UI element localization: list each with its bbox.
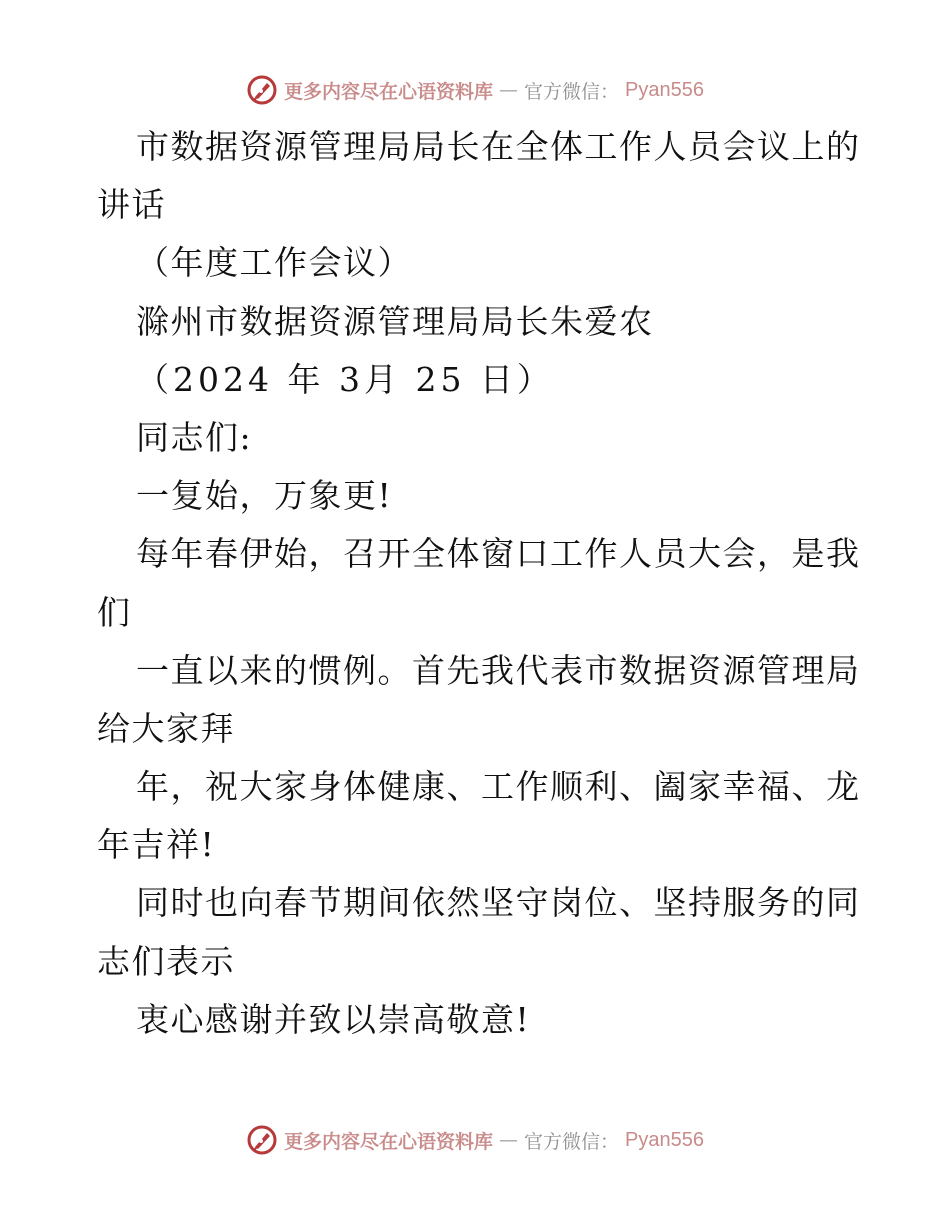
banner-dash: — (499, 79, 519, 101)
header-banner (0, 70, 950, 110)
quill-logo-icon (246, 74, 278, 106)
paragraph-line: 一复始，万象更! (136, 476, 393, 516)
speaker-line: 滁州市数据资源管理局局长朱爱农 (136, 301, 654, 341)
footer-banner (0, 1120, 950, 1160)
paragraph-line: 们 (97, 592, 132, 632)
title-line-1: 市数据资源管理局局长在全体工作人员会议上的 (136, 127, 861, 166)
banner-account: Pyan556 (625, 78, 704, 101)
banner-wechat-label: 官方微信： (524, 80, 620, 103)
paragraph-line: 同时也向春节期间依然坚守岗位、坚持服务的同 (136, 883, 861, 923)
meeting-subtitle: （年度工作会议） (136, 243, 412, 283)
document-body (97, 118, 861, 1049)
salutation: 同志们: (136, 417, 253, 457)
date-line: （2024 年 3月 25 日） (136, 359, 554, 399)
quill-logo-icon (246, 1124, 278, 1156)
paragraph-line: 一直以来的惯例。首先我代表市数据资源管理局 (136, 650, 861, 690)
banner-dash: — (499, 1129, 519, 1151)
paragraph-line: 衷心感谢并致以崇高敬意! (136, 999, 531, 1039)
banner-slogan: 更多内容尽在心语资料库 (284, 1130, 494, 1153)
banner-wechat-label: 官方微信： (524, 1130, 620, 1153)
paragraph-line: 志们表示 (97, 941, 235, 981)
banner-account: Pyan556 (625, 1128, 704, 1151)
banner-slogan: 更多内容尽在心语资料库 (284, 80, 494, 103)
title-line-2: 讲话 (97, 185, 166, 225)
paragraph-line: 年吉祥! (97, 825, 216, 865)
paragraph-line: 每年春伊始，召开全体窗口工作人员大会，是我 (136, 534, 861, 574)
paragraph-line: 年，祝大家身体健康、工作顺利、阖家幸福、龙 (136, 767, 861, 807)
paragraph-line: 给大家拜 (97, 708, 235, 748)
